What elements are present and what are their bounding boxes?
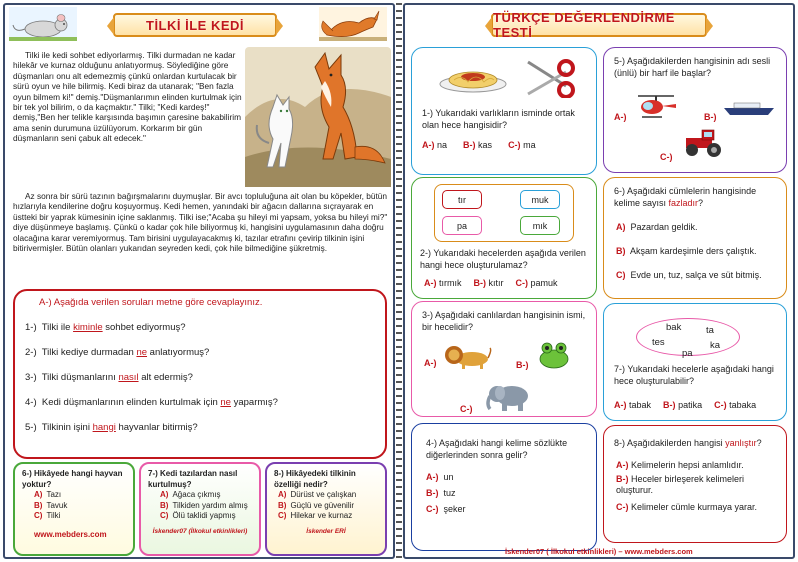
frog-icon[interactable] [536, 340, 572, 370]
q6-option-c[interactable]: C) Tilki [34, 511, 61, 520]
instruction-text: A-) Aşağıda verilen soruları metne göre cevaplayınız. [39, 297, 263, 308]
open-question-2: 2-) Tilki kediye durmadan ne anlatıyormuş? [25, 346, 210, 358]
elephant-icon[interactable] [484, 382, 534, 412]
q5-option-a-label[interactable]: A-) [614, 112, 627, 122]
question-7-text: 7-) Yukarıdaki hecelerle aşağıdaki hangi hece oluşturulabilir? [614, 364, 774, 386]
q7-option-c[interactable]: C) Ölü taklidi yapmış [160, 511, 236, 520]
q8-option-c[interactable]: C) Hilekar ve kurnaz [278, 511, 353, 520]
q4-option-c[interactable]: C-) şeker [426, 504, 466, 514]
question-3-box [411, 301, 597, 417]
question-7-options [614, 400, 784, 410]
question-4-box [411, 423, 597, 551]
q6-right-option-a[interactable]: A) Pazardan geldik. [616, 222, 698, 232]
right-test-page [403, 3, 795, 559]
q3-option-b-label[interactable]: B-) [516, 360, 529, 370]
q2-option-a[interactable]: A-) tırmık [424, 278, 462, 288]
q4-option-a[interactable]: A-) un [426, 472, 454, 482]
q6-option-b[interactable]: B) Tavuk [34, 500, 68, 510]
ship-icon[interactable] [722, 100, 776, 116]
question-8-box [265, 462, 387, 556]
q6-right-option-c[interactable]: C) Evde un, tuz, salça ve süt bitmiş. [616, 270, 762, 280]
question-1-box [411, 47, 597, 175]
q1-option-b[interactable]: B-) kas [463, 140, 493, 150]
q1-option-a[interactable]: A-) na [422, 140, 448, 150]
question-7-text: 7-) Kedi tazılardan nasıl kurtulmuş? [148, 469, 238, 489]
question-5-box [603, 47, 787, 173]
website-label: www.mebders.com [34, 529, 107, 539]
open-question-1: 1-) Tilki ile kiminle sohbet ediyormuş? [25, 321, 186, 333]
syllable-muk: muk [520, 190, 560, 209]
syllable-tir: tır [442, 190, 482, 209]
question-2-text: 2-) Yukarıdaki hecelerden aşağıda verilen hangi hece oluşturulamaz? [420, 248, 586, 270]
left-worksheet-page [3, 3, 395, 559]
syllable-pa: pa [682, 348, 693, 359]
question-1-text: 1-) Yukarıdaki varlıkların isminde ortak olan hece hangisidir? [422, 108, 575, 130]
q7-right-option-b[interactable]: B-) patika [663, 400, 703, 410]
story-paragraph-2: Az sonra bir sürü tazının bağırşmalarını duymuşlar. Bir avcı topluluğuna ait olan bu köpekler, bütün hızlarıyla kendilerine doğru koşuyormuş. Kedi hemen, yanındaki bir ağacın dallarına sıçrayarak en üstteki bir yaprak kümesinin içine saklanmış. Tilki ise;"Acaba şu hileyi mi yapsam, yoksa bu hileyi mi?" diye düşünmeye başlamış. Çünkü o kadar çok hile biliyormuş ki, hangisini uygulamasının daha doğru olacağına karar veremiyormuş. Tam birisini uygulayacakmış ki, tazılar etrafını çevirip tilkinin işini bitirivermişler. Bütün olanları yukarıdan seyreden kedi, çok hile bilmediğine şükretmiş. [13, 191, 388, 254]
q4-option-b[interactable]: B-) tuz [426, 488, 456, 498]
question-6-text: 6-) Aşağıdaki cümlelerin hangisinde kelime sayısı fazladır? [614, 186, 757, 208]
syllable-tes: tes [652, 337, 665, 348]
q7-right-option-a[interactable]: A-) tabak [614, 400, 652, 410]
question-6-text: 6-) Hikâyede hangi hayvan yoktur? [22, 469, 123, 489]
question-8-text: 8-) Aşağıdakilerden hangisi yanlıştır? [614, 438, 762, 448]
fox-illustration-small [319, 7, 387, 41]
open-question-4: 4-) Kedi düşmanlarının elinden kurtulmak için ne yaparmış? [25, 396, 278, 408]
question-2-box [411, 177, 597, 299]
q3-option-c-label[interactable]: C-) [460, 404, 473, 414]
q5-option-c-label[interactable]: C-) [660, 152, 673, 162]
question-7-box [139, 462, 261, 556]
tractor-icon[interactable] [680, 128, 724, 158]
question-8-box [603, 425, 787, 543]
q8-right-option-b[interactable]: B-) Heceler birleşerek kelimeleri oluşturur. [616, 474, 745, 495]
question-5-text: 5-) Aşağıdakilerden hangisinin adı sesli (ünlü) bir harf ile başlar? [614, 56, 771, 78]
syllable-pa: pa [442, 216, 482, 235]
q7-option-b[interactable]: B) Tilkiden yardım almış [160, 500, 248, 510]
q5-option-b-label[interactable]: B-) [704, 112, 717, 122]
q8-option-a[interactable]: A) Dürüst ve çalışkan [278, 490, 357, 499]
q1-option-c[interactable]: C-) ma [508, 140, 536, 150]
author-signature: İskender07 (İlkokul etkinlikleri) [152, 527, 248, 535]
question-2-options [424, 278, 594, 288]
open-question-3: 3-) Tilki düşmanlarını nasıl alt edermiş? [25, 371, 193, 383]
binding-spiral [396, 3, 402, 559]
question-8-text: 8-) Hikâyedeki tilkinin özelliği nedir? [274, 469, 356, 489]
scissors-icon [522, 58, 578, 98]
page-footer: İskender07 ( İlkokul etkinlikleri) – www.mebders.com [505, 547, 693, 556]
syllable-ka: ka [710, 340, 721, 351]
test-title: TÜRKÇE DEĞERLENDİRME TESTİ [491, 13, 707, 37]
syllable-bak: bak [666, 322, 682, 333]
author-name: İskender ERİ [306, 527, 346, 535]
fox-and-cat-illustration [245, 47, 391, 187]
q3-option-a-label[interactable]: A-) [424, 358, 437, 368]
q6-right-option-b[interactable]: B) Akşam kardeşimle ders çalıştık. [616, 246, 757, 256]
question-6-box [13, 462, 135, 556]
q8-right-option-a[interactable]: A-) Kelimelerin hepsi anlamlıdır. [616, 460, 744, 470]
q8-right-option-c[interactable]: C-) Kelimeler cümle kurmaya yarar. [616, 502, 758, 512]
lion-icon[interactable] [442, 344, 492, 370]
question-6-box [603, 177, 787, 299]
q7-right-option-c[interactable]: C-) tabaka [714, 400, 757, 410]
open-question-5: 5-) Tilkinin işini hangi hayvanlar bitirmiş? [25, 421, 198, 433]
story-title: TİLKİ İLE KEDİ [113, 13, 277, 37]
q8-option-b[interactable]: B) Güçlü ve güvenilir [278, 500, 355, 510]
q2-option-b[interactable]: B-) kıtır [473, 278, 504, 288]
story-paragraph-1: Tilki ile kedi sohbet ediyorlarmış. Tilki durmadan ne kadar hilekâr ve kurnaz olduğunu anlatıyormuş. Söylediğine göre düşmanları onu alt edemezmiş çünkü onlardan kurtulacak bir sürü oyun ve hile bilirmiş. Kedi biraz da utanarak; "Ben fazla oyun bilmem ki!" demiş."Düşmanlarımın elinden kurtulmak için bir tek yol bilirim, o da kaçmaktır." Tilki; "Kedi kardeş!" demiş,"Ben her telikle karşısında başımın çaresine bakabilirim ama senin durumuna üzülüyorum. Korkarım bir gün düşmanların seni çabuk alt edecek." [13, 50, 242, 144]
q7-option-a[interactable]: A) Ağaca çıkmış [160, 490, 221, 499]
spaghetti-plate-icon [438, 64, 508, 94]
question-1-options [422, 140, 592, 150]
open-questions-box [13, 289, 387, 459]
question-7-box [603, 303, 787, 421]
mouse-illustration [9, 7, 77, 41]
syllable-ta: ta [706, 325, 714, 336]
syllable-mik: mık [520, 216, 560, 235]
question-4-text: 4-) Aşağıdaki hangi kelime sözlükte diğerlerinden sonra gelir? [426, 438, 568, 460]
question-3-text: 3-) Aşağıdaki canlılardan hangisinin ismi, bir hecelidir? [422, 310, 586, 332]
helicopter-icon[interactable] [634, 92, 680, 120]
q2-option-c[interactable]: C-) pamuk [515, 278, 558, 288]
q6-option-a[interactable]: A) Tazı [34, 490, 62, 499]
